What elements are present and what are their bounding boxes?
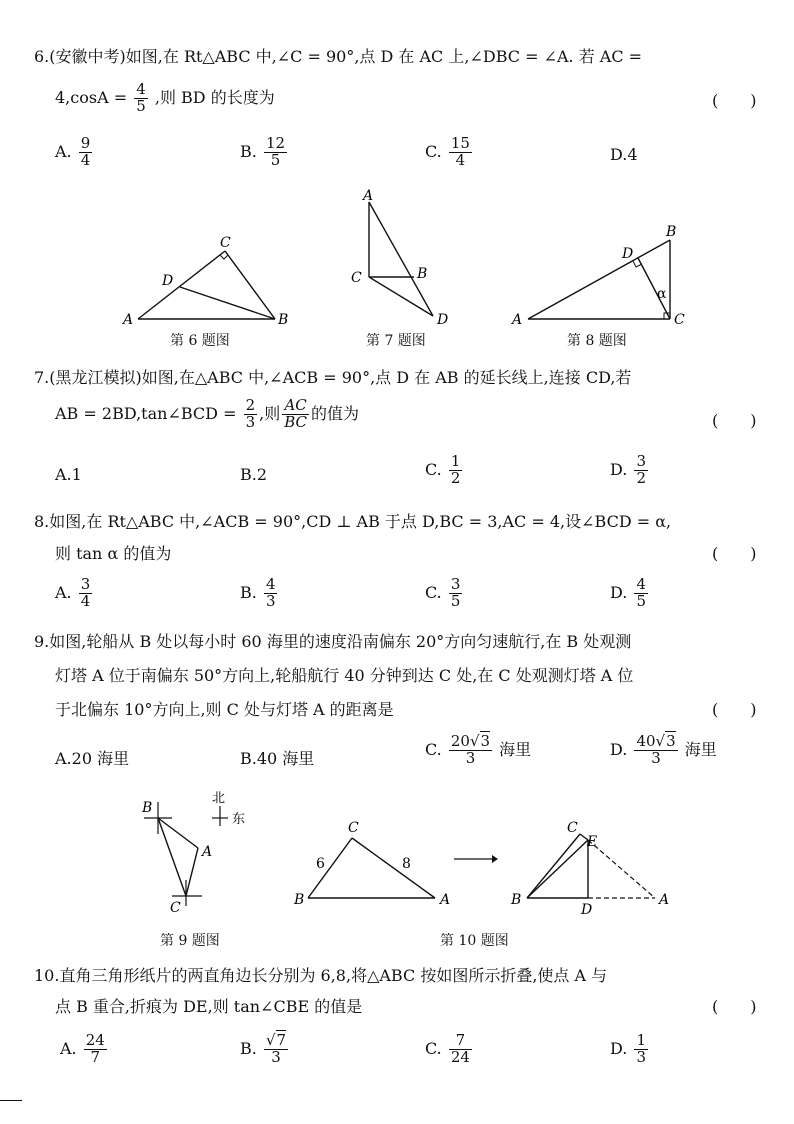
option-den: 3 bbox=[271, 1047, 281, 1066]
option-den: 4 bbox=[80, 591, 91, 610]
option-label: D. bbox=[610, 739, 628, 759]
option-label: B. bbox=[240, 141, 257, 161]
fig10b-label-b: B bbox=[511, 892, 522, 908]
fig8-label-b: B bbox=[666, 224, 677, 240]
option-num: 3 bbox=[80, 575, 91, 593]
q6-option-a bbox=[55, 136, 94, 169]
fig8-label-a: A bbox=[512, 312, 523, 328]
q7-ratio-den: BC bbox=[284, 412, 307, 431]
option-label: C. bbox=[425, 141, 442, 161]
option-text: 2 bbox=[256, 465, 268, 484]
fig10b-side-bc bbox=[527, 834, 580, 898]
q8-option-b bbox=[240, 577, 279, 610]
option-num-radicand: 7 bbox=[276, 1031, 287, 1049]
fig9-compass-east: 东 bbox=[232, 812, 246, 827]
q7-option-d bbox=[610, 454, 650, 487]
q10-answer-paren: ( ) bbox=[712, 997, 757, 1016]
option-den: 2 bbox=[450, 468, 461, 487]
option-suffix: 海里 bbox=[499, 739, 532, 759]
q7-ratio-num: AC bbox=[282, 398, 309, 415]
option-den: 7 bbox=[90, 1047, 101, 1066]
option-den: 2 bbox=[636, 468, 646, 487]
q8-text-line1: 如图,在 Rt△ABC 中,∠ACB = 90°,CD ⊥ AB 于点 D,BC = 3,AC = 4,设∠BCD = α, bbox=[49, 512, 672, 531]
option-label: C. bbox=[425, 739, 442, 759]
q6-option-c bbox=[425, 136, 474, 169]
q7-source: (黑龙江模拟) bbox=[49, 368, 142, 387]
fig9-label-c: C bbox=[170, 900, 181, 916]
q6-answer-paren: ( ) bbox=[712, 91, 757, 110]
fig8-label-alpha: α bbox=[657, 286, 667, 302]
option-label: B. bbox=[240, 465, 257, 484]
q6-frac-den: 5 bbox=[136, 96, 146, 115]
q10-number: 10. bbox=[34, 966, 60, 985]
option-den: 4 bbox=[455, 150, 466, 169]
fig10b-label-d: D bbox=[581, 902, 593, 918]
fig9-path-bc bbox=[158, 818, 186, 896]
fig6-label-c: C bbox=[220, 235, 231, 251]
fig6-label-a: A bbox=[123, 312, 134, 328]
fig7-label-c: C bbox=[351, 270, 362, 286]
fig6-side-cb bbox=[225, 251, 275, 319]
q6-source: (安徽中考) bbox=[49, 47, 126, 66]
arrow-icon bbox=[452, 852, 500, 866]
option-num: 7 bbox=[449, 1033, 472, 1050]
q7-text-c: 的值为 bbox=[310, 403, 359, 423]
q10-option-b: B. $\frac{√7}{3}$ bbox=[240, 1031, 287, 1066]
q7-text-line1: 如图,在△ABC 中,∠ACB = 90°,点 D 在 AB 的延长线上,连接 CD,若 bbox=[141, 368, 632, 387]
option-label: A. bbox=[55, 582, 72, 602]
q9-line2: 灯塔 A 位于南偏东 50°方向上,轮船航行 40 分钟到达 C 处,在 C 处观测灯塔 A 位 bbox=[55, 666, 634, 685]
fig10b-label-c: C bbox=[567, 820, 578, 836]
option-num-radicand: 3 bbox=[480, 732, 491, 750]
option-num: 3 bbox=[636, 452, 646, 470]
figure-10-original bbox=[290, 818, 460, 910]
option-label: D. bbox=[610, 145, 628, 164]
q9-answer-paren: ( ) bbox=[712, 700, 757, 719]
option-num: 4 bbox=[265, 575, 276, 593]
option-num: 1 bbox=[636, 1031, 646, 1049]
fig7-segment-cd bbox=[369, 277, 433, 316]
q7-option-c bbox=[425, 454, 464, 487]
fig10-side-bc bbox=[308, 838, 352, 898]
fig9-label-a: A bbox=[202, 844, 213, 860]
q7-option-a bbox=[55, 465, 82, 484]
option-den: 3 bbox=[651, 748, 661, 767]
fig6-segment-bd bbox=[180, 287, 275, 319]
fig9-label-b: B bbox=[142, 800, 153, 816]
option-label: D. bbox=[610, 1038, 628, 1058]
option-den: 5 bbox=[270, 150, 281, 169]
option-num: 3 bbox=[450, 575, 461, 593]
fig9-caption: 第 9 题图 bbox=[160, 933, 220, 949]
option-den: 5 bbox=[450, 591, 461, 610]
option-text: 1 bbox=[71, 465, 82, 484]
q7-text-b: ,则 bbox=[259, 403, 281, 423]
q10-option-c bbox=[425, 1033, 474, 1066]
fig10-label-c: C bbox=[348, 820, 359, 836]
option-num: 24 bbox=[85, 1031, 105, 1049]
q8-answer-paren: ( ) bbox=[712, 544, 757, 563]
fig10b-dashed-ea bbox=[588, 840, 655, 898]
q7-option-b bbox=[240, 465, 267, 484]
q8-option-d bbox=[610, 577, 650, 610]
option-num: 9 bbox=[80, 134, 91, 152]
option-num: 1 bbox=[450, 452, 461, 470]
q9-option-d: D. $\frac{40√3}{3}$ 海里 bbox=[610, 732, 717, 767]
option-label: B. bbox=[240, 1038, 257, 1058]
option-num: 15 bbox=[450, 134, 470, 152]
q7-frac-num: 2 bbox=[245, 396, 256, 414]
fig8-label-d: D bbox=[622, 246, 634, 262]
option-suffix: 海里 bbox=[684, 739, 717, 759]
fig10-side-ca bbox=[352, 838, 435, 898]
option-label: D. bbox=[610, 582, 628, 602]
q7-frac-ratio bbox=[282, 398, 309, 431]
q8-line1 bbox=[34, 509, 671, 532]
q10-text-line1: 直角三角形纸片的两直角边长分别为 6,8,将△ABC 按如图所示折叠,使点 A 与 bbox=[59, 966, 608, 985]
q6-frac-num: 4 bbox=[136, 80, 146, 98]
q6-option-d bbox=[610, 145, 638, 164]
option-den: 24 bbox=[450, 1047, 470, 1066]
option-den: 3 bbox=[465, 748, 476, 767]
option-num: 20 bbox=[450, 732, 470, 750]
fig6-caption: 第 6 题图 bbox=[170, 333, 230, 349]
q8-number: 8. bbox=[34, 512, 50, 531]
option-text: 4 bbox=[627, 145, 638, 164]
q8-option-a bbox=[55, 577, 94, 610]
option-label: B. bbox=[240, 749, 257, 768]
option-text: 20 海里 bbox=[71, 749, 130, 768]
q9-option-a bbox=[55, 746, 129, 769]
q6-option-b bbox=[240, 136, 289, 169]
option-den: 3 bbox=[265, 591, 276, 610]
fig10b-label-a: A bbox=[659, 892, 670, 908]
q6-text-a: 4,cosA = bbox=[55, 87, 128, 107]
fig6-side-ac bbox=[138, 251, 225, 319]
option-num: 4 bbox=[636, 575, 646, 593]
fig7-caption: 第 7 题图 bbox=[366, 333, 426, 349]
q7-frac bbox=[244, 398, 258, 431]
fig10b-label-e: E bbox=[587, 834, 598, 850]
q10-option-d bbox=[610, 1033, 650, 1066]
option-label: A. bbox=[60, 1038, 77, 1058]
fig7-line-ad bbox=[369, 202, 433, 316]
option-label: B. bbox=[240, 582, 257, 602]
q10-option-a bbox=[60, 1033, 109, 1066]
fig7-label-d: D bbox=[437, 312, 449, 328]
q6-line2 bbox=[55, 82, 275, 115]
figure-6 bbox=[120, 232, 300, 332]
q6-text-b: ,则 BD 的长度为 bbox=[154, 87, 275, 107]
option-label: A. bbox=[55, 141, 72, 161]
q7-line1 bbox=[34, 365, 631, 388]
fig10-side-left-length: 6 bbox=[316, 856, 325, 872]
q9-option-c: C. $\frac{20√3}{3}$ 海里 bbox=[425, 732, 532, 767]
option-den: 5 bbox=[636, 591, 646, 610]
q8-option-c bbox=[425, 577, 464, 610]
fig10b-segment-be bbox=[527, 840, 588, 898]
q7-line2 bbox=[55, 398, 359, 431]
q10-line1 bbox=[34, 963, 607, 986]
figure-8 bbox=[510, 222, 695, 327]
fig9-compass-north: 北 bbox=[212, 791, 226, 806]
q9-line3: 于北偏东 10°方向上,则 C 处与灯塔 A 的距离是 bbox=[55, 700, 394, 719]
fig9-line-ca bbox=[186, 848, 198, 896]
option-label: D. bbox=[610, 459, 628, 479]
figure-10-folded bbox=[505, 818, 685, 918]
page-corner-rule bbox=[0, 1100, 22, 1101]
fig10-side-right-length: 8 bbox=[402, 856, 411, 872]
q7-answer-paren: ( ) bbox=[712, 411, 757, 430]
option-label: C. bbox=[425, 582, 442, 602]
option-den: 3 bbox=[636, 1047, 646, 1066]
q6-text-line1: 如图,在 Rt△ABC 中,∠C = 90°,点 D 在 AC 上,∠DBC = ∠A. 若 AC = bbox=[125, 47, 643, 66]
q7-number: 7. bbox=[34, 368, 50, 387]
fig7-label-a: A bbox=[363, 188, 374, 204]
option-label: A. bbox=[55, 465, 72, 484]
q9-option-b bbox=[240, 746, 314, 769]
q9-number: 9. bbox=[34, 632, 50, 651]
q8-line2: 则 tan α 的值为 bbox=[55, 544, 172, 563]
option-num-radicand: 3 bbox=[666, 732, 676, 750]
figure-9 bbox=[132, 786, 262, 916]
q6-line1 bbox=[34, 44, 642, 67]
fig10-label-a: A bbox=[440, 892, 451, 908]
q6-frac bbox=[134, 82, 148, 115]
q6-number: 6. bbox=[34, 47, 50, 66]
q9-text-line1: 如图,轮船从 B 处以每小时 60 海里的速度沿南偏东 20°方向匀速航行,在 B 处观测 bbox=[49, 632, 632, 651]
fig8-label-c: C bbox=[674, 312, 685, 328]
figure-7 bbox=[345, 188, 455, 328]
q7-frac-den: 3 bbox=[245, 412, 256, 431]
fig8-caption: 第 8 题图 bbox=[567, 333, 627, 349]
q9-line1 bbox=[34, 629, 631, 652]
option-label: C. bbox=[425, 459, 442, 479]
fig6-right-angle bbox=[220, 255, 228, 259]
fig6-label-b: B bbox=[278, 312, 289, 328]
fig10-caption: 第 10 题图 bbox=[440, 933, 509, 949]
option-num: 12 bbox=[265, 134, 286, 152]
option-num: 40 bbox=[636, 732, 656, 750]
option-den: 4 bbox=[80, 150, 91, 169]
q10-line2: 点 B 重合,折痕为 DE,则 tan∠CBE 的值是 bbox=[55, 997, 363, 1016]
option-label: C. bbox=[425, 1038, 442, 1058]
fig7-label-b: B bbox=[417, 266, 428, 282]
option-text: 40 海里 bbox=[256, 749, 315, 768]
fig6-label-d: D bbox=[162, 273, 174, 289]
fig10-label-b: B bbox=[294, 892, 305, 908]
option-label: A. bbox=[55, 749, 72, 768]
q7-text-a: AB = 2BD,tan∠BCD = bbox=[55, 403, 237, 423]
